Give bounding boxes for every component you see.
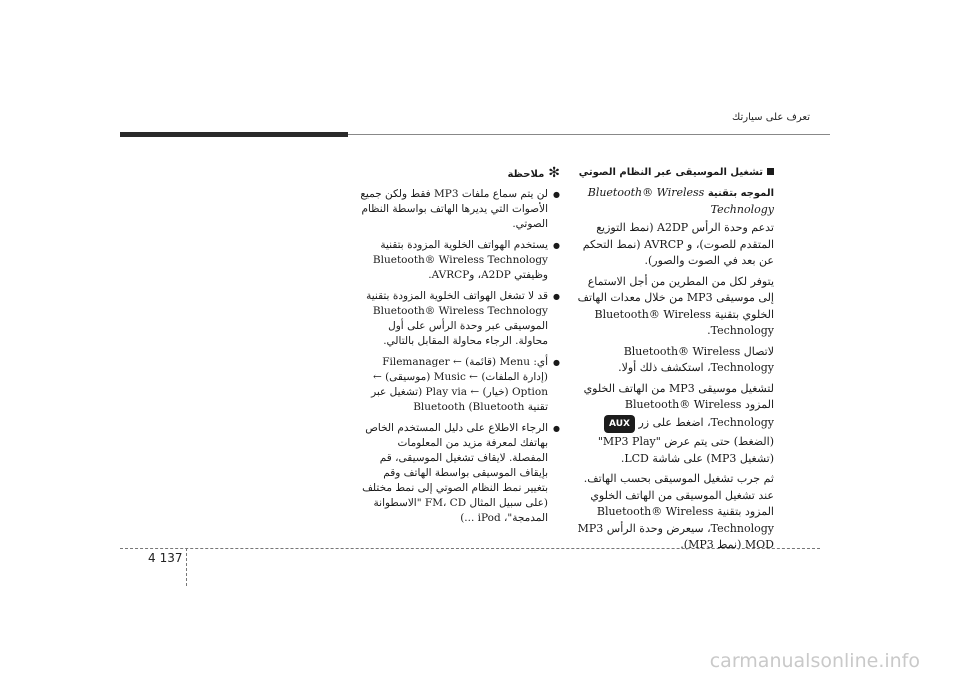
- notes-list: [360, 187, 560, 526]
- footer-divider: [120, 548, 820, 549]
- header-bar-thin: [348, 134, 830, 135]
- paragraph: ثم جرب تشغيل الموسيقى بحسب الهاتف. عند تشغيل الموسيقى من الهاتف الخلوي المزود بتقنية Bluetooth® Wireless Technology، سيعرض وحدة الرأس MP3 MOD (نمط MP3).: [577, 472, 774, 551]
- paragraph: تدعم وحدة الرأس A2DP (نمط التوزيع المتقدم للصوت)، و AVRCP (نمط التحكم عن بعد في الصوت والصور).: [582, 221, 774, 267]
- header-bar-thick: [120, 132, 348, 137]
- list-item: ● الرجاء الاطلاع على دليل المستخدم الخاص بهاتفك لمعرفة مزيد من المعلومات المفصلة. لايقاف تشغيل الموسيقى، قم بإيقاف الموسيقى بواسطة الهاتف وقم بتغيير نمط النظام الصوتي إلى نمط مختلف (على سبيل المثال FM، CD "الاسطوانة المدمجة"، iPod ...): [360, 421, 560, 526]
- section-heading: تشغيل الموسيقى عبر النظام الصوتي: [569, 165, 774, 181]
- paragraph: لاتصال Bluetooth® Wireless Technology، استكشف ذلك أولا.: [618, 344, 774, 374]
- page-number: 4 137: [148, 551, 183, 565]
- chapter-title: تعرف على سيارتك: [732, 112, 810, 123]
- note-heading: ✻ملاحظة: [507, 165, 560, 181]
- paragraph: لتشغيل موسيقى MP3 من الهاتف الخلوي المزود Bluetooth® Wireless Technology، اضغط على زر AUX (الضغط) حتى يتم عرض "MP3 Play" (تشغيل MP3) على شاشة LCD.: [583, 381, 774, 465]
- aux-button-icon: AUX: [604, 415, 635, 434]
- left-column: [360, 165, 560, 532]
- watermark: carmanualsonline.info: [709, 650, 920, 672]
- paragraph: يتوفر لكل من المطرين من أجل الاستماع إلى موسيقى MP3 من خلال معدات الهاتف الخلوي بتقنية Bluetooth® Wireless Technology.: [577, 274, 774, 337]
- list-item: ● لن يتم سماع ملفات MP3 فقط ولكن جميع الأصوات التي يديرها الهاتف بواسطة النظام الصوتي.: [360, 187, 560, 232]
- asterisk-icon: ✻: [548, 165, 560, 181]
- square-bullet-icon: [767, 168, 774, 175]
- section-subheading: الموجه بتقنية Bluetooth® Wireless Technology: [587, 186, 774, 216]
- list-item: ● يستخدم الهواتف الخلوية المزودة بتقنية Bluetooth® Wireless Technology وظيفتي A2DP، وAVRCP.: [360, 238, 560, 283]
- list-item: ● أي: Menu (قائمة) ← Filemanager (إدارة الملفات) ← Music (موسيقى) ← Option (خيار) ← Play via (تشغيل عبر تقنية Bluetooth (Bluetooth: [360, 355, 560, 415]
- right-column: [569, 165, 774, 558]
- footer-vertical-divider: [186, 548, 187, 586]
- list-item: ● قد لا تشغل الهواتف الخلوية المزودة بتقنية Bluetooth® Wireless Technology الموسيقى عبر وحدة الرأس على أول محاولة. الرجاء محاولة المقابل بالتالي.: [360, 289, 560, 349]
